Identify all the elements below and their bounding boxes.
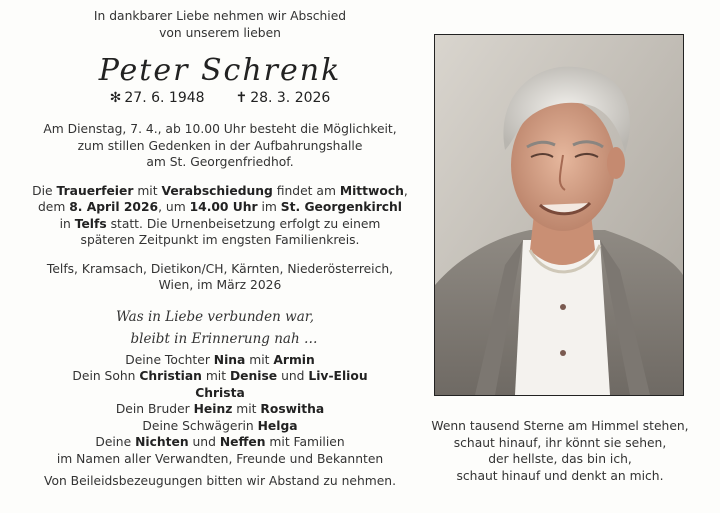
closing-note bbox=[10, 473, 430, 490]
family-line: Christa bbox=[195, 385, 245, 400]
life-dates bbox=[10, 89, 430, 107]
birth-star-icon: ✻ bbox=[109, 90, 122, 106]
funeral-line: dem 8. April 2026, um 14.00 Uhr im St. Georgenkirchl bbox=[37, 200, 403, 214]
funeral-line: in Telfs statt. Die Urnenbeisetzung erfolgt zu einem bbox=[59, 216, 381, 231]
family-line: Dein Sohn Christian mit Denise und Liv-Eliou bbox=[72, 369, 368, 383]
intro-line: In dankbarer Liebe nehmen wir Abschied bbox=[93, 9, 347, 23]
family-line: Deine Schwägerin Helga bbox=[142, 418, 298, 433]
poem-line: Wenn tausend Sterne am Himmel stehen, bbox=[431, 419, 689, 433]
poem-line: schaut hinauf, ihr könnt sie sehen, bbox=[453, 435, 667, 450]
viewing-line: zum stillen Gedenken in der Aufbahrungshalle bbox=[77, 138, 363, 153]
closing-line: Von Beileidsbezeugungen bitten wir Abstand zu nehmen. bbox=[44, 474, 396, 488]
family-line: Dein Bruder Heinz mit Roswitha bbox=[115, 402, 325, 416]
places-line: Wien, im März 2026 bbox=[158, 278, 282, 292]
funeral-line: Die Trauerfeier mit Verabschiedung findet am Mittwoch, bbox=[32, 183, 408, 198]
portrait-illustration bbox=[435, 35, 683, 395]
funeral-line: späteren Zeitpunkt im engsten Familienkreis. bbox=[80, 233, 360, 247]
places-line: Telfs, Kramsach, Dietikon/CH, Kärnten, Niederösterreich, bbox=[46, 261, 394, 276]
portrait-photo bbox=[434, 34, 684, 396]
places-paragraph bbox=[10, 261, 430, 294]
quote-line: bleibt in Erinnerung nah … bbox=[130, 330, 318, 347]
intro-line: von unserem lieben bbox=[159, 25, 281, 40]
birth-date: 27. 6. 1948 bbox=[124, 90, 205, 106]
poem-line: der hellste, das bin ich, bbox=[488, 452, 632, 466]
funeral-paragraph bbox=[10, 183, 430, 249]
family-list bbox=[10, 352, 430, 468]
poem-line: schaut hinauf und denkt an mich. bbox=[456, 468, 664, 483]
family-line: Deine Nichten und Neffen mit Familien bbox=[95, 435, 345, 449]
family-line: im Namen aller Verwandten, Freunde und Bekannten bbox=[56, 451, 384, 466]
viewing-line: am St. Georgenfriedhof. bbox=[146, 155, 294, 169]
death-cross-icon: ✝ bbox=[235, 90, 248, 106]
family-line: Deine Tochter Nina mit Armin bbox=[125, 352, 315, 367]
intro-block bbox=[10, 8, 430, 41]
death-date: 28. 3. 2026 bbox=[250, 90, 331, 106]
quote-line: Was in Liebe verbunden war, bbox=[115, 308, 315, 325]
memorial-poem bbox=[420, 418, 700, 484]
viewing-paragraph bbox=[10, 121, 430, 171]
viewing-line: Am Dienstag, 7. 4., ab 10.00 Uhr besteht die Möglichkeit, bbox=[43, 122, 397, 136]
notice-text-column bbox=[10, 0, 430, 490]
deceased-name: Peter Schrenk bbox=[98, 53, 342, 88]
memorial-quote bbox=[10, 306, 430, 350]
